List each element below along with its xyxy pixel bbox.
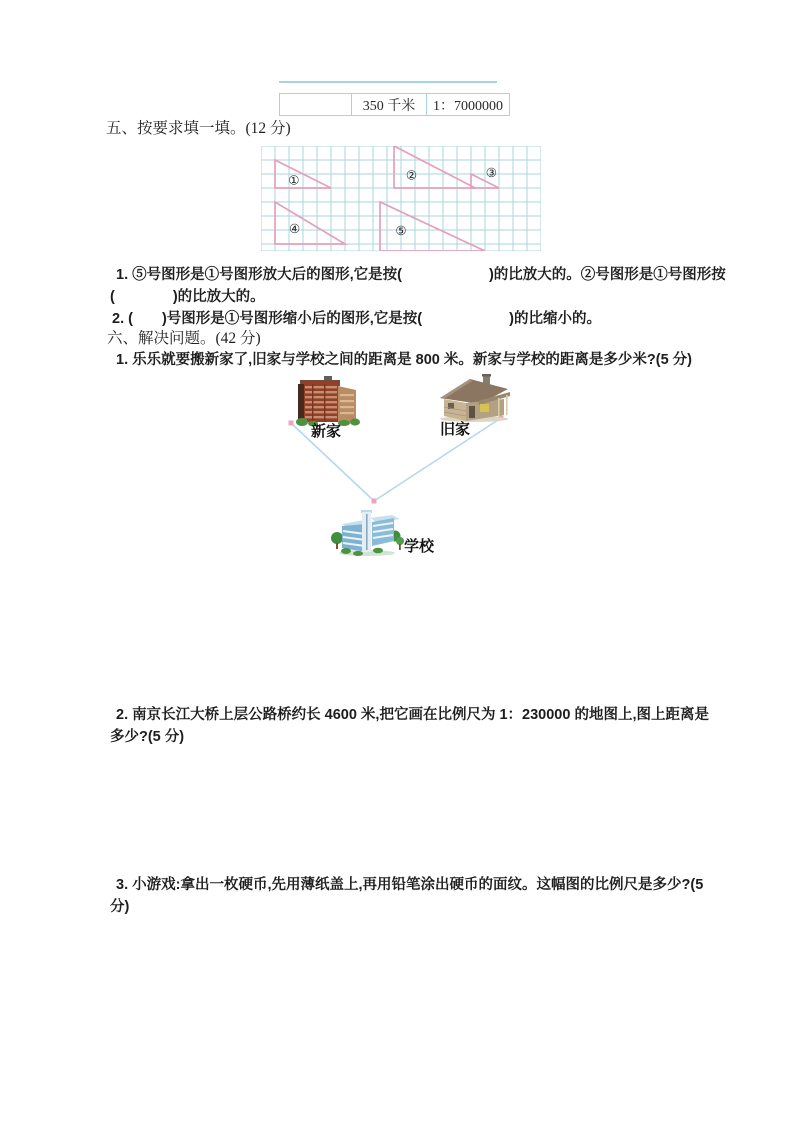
triangle-grid-figure: [261, 146, 541, 251]
tree-trunk: [336, 543, 338, 549]
triangle-number-label: ④: [288, 221, 301, 236]
door: [469, 406, 475, 418]
tree: [396, 537, 404, 545]
figure-triangle: [275, 202, 345, 244]
left-tower: [298, 384, 304, 422]
q6-3-line1: 3. 小游戏:拿出一枚硬币,先用薄纸盖上,再用铅笔涂出硬币的面纹。这幅图的比例尺是多少?(5: [116, 877, 704, 893]
newhome-point-dot: [289, 421, 294, 426]
triangle-number-label: ②: [405, 168, 418, 183]
scale-table-cell-ratio: 1：7000000: [433, 98, 503, 114]
section-five-heading: 五、按要求填一填。(12 分): [106, 120, 291, 137]
new-home-illustration: [294, 376, 362, 426]
new-home-label: 新家: [311, 424, 342, 440]
scale-table-cell-distance: 350 千米: [352, 94, 427, 115]
tree-trunk: [399, 544, 401, 550]
column-line: [366, 514, 368, 550]
yellow-sign: [480, 404, 489, 412]
facade-divider: [324, 384, 325, 422]
old-home-label: 旧家: [440, 422, 471, 438]
tree: [331, 532, 343, 544]
q6-3-line2: 分): [110, 899, 130, 915]
q6-1-line: 1. 乐乐就要搬新家了,旧家与学校之间的距离是 800 米。新家与学校的距离是多少米?(5 分): [116, 352, 693, 368]
scale-table-row: [279, 93, 510, 116]
porch-post: [506, 395, 508, 415]
line-oldhome-school: [374, 418, 501, 501]
school-building: [331, 510, 404, 556]
scale-table-cell-empty: [280, 94, 352, 115]
triangle-number-label: ③: [485, 165, 497, 180]
old-home-building: [440, 374, 510, 422]
facade-divider: [312, 384, 313, 422]
q5-1-line2: ( )的比放大的。: [110, 289, 265, 305]
triangle-number-label: ①: [288, 173, 300, 188]
porch-post: [498, 398, 500, 417]
q5-2-line: 2. ( )号图形是①号图形缩小后的图形,它是按( )的比缩小的。: [112, 311, 601, 327]
q6-2-line2: 多少?(5 分): [110, 729, 185, 745]
new-home-building: [296, 376, 360, 426]
school-label: 学校: [404, 539, 435, 555]
q5-1-line1: 1. ⑤号图形是①号图形放大后的图形,它是按( )的比放大的。②号图形是①号图形按: [116, 267, 726, 283]
table-top-partial-border: [279, 81, 497, 83]
triangle-number-label: ⑤: [395, 223, 407, 238]
old-home-illustration: [436, 374, 512, 422]
section-six-heading: 六、解决问题。(42 分): [107, 330, 261, 347]
school-illustration: [330, 502, 404, 556]
chimney-cap: [482, 374, 491, 377]
q6-2-line1: 2. 南京长江大桥上层公路桥约长 4600 米,把它画在比例尺为 1：230000 的地图上,图上距离是: [116, 707, 709, 723]
right-wing: [338, 386, 356, 422]
